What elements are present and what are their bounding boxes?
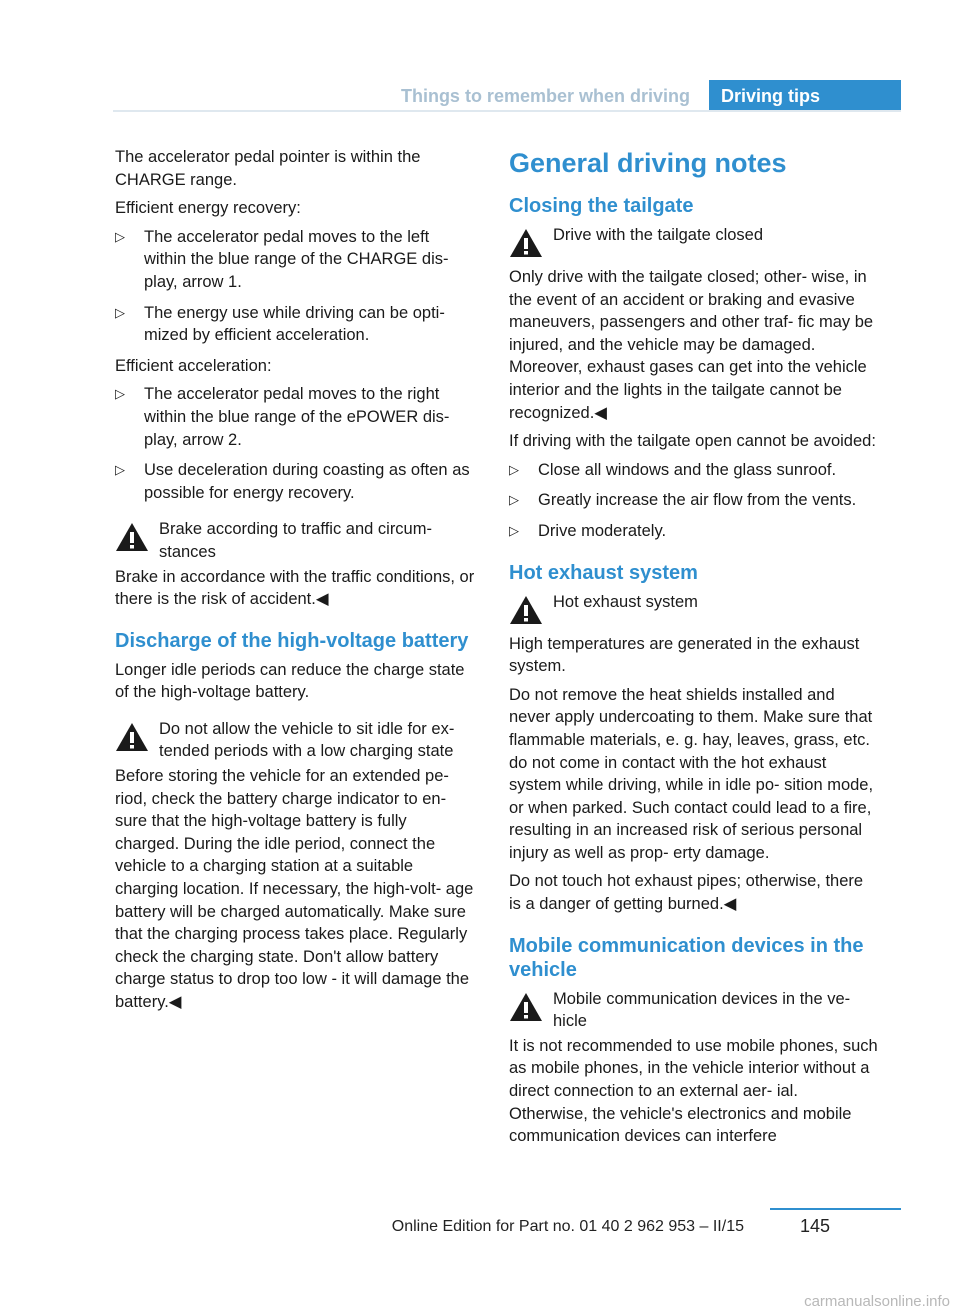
warning-triangle-icon: [509, 992, 543, 1022]
mobile-heading: Mobile communication devices in the vehicle: [509, 934, 864, 981]
warning-triangle-icon: [509, 595, 543, 625]
paragraph: Do not remove the heat shields installed and never apply undercoating to them. Make sure that flammable materials, e. g. hay, leaves, grass, etc. do not come in contact with the hot exhaust system while driving, while in idle po‐ sition mode, or when parked. Such contact could lead to a fire, resulting in an increased risk of serious personal injury as well as prop‐ erty damage.: [509, 685, 874, 862]
recovery-list: [115, 226, 475, 347]
recovery-label: Efficient energy recovery:: [115, 199, 301, 218]
warning-title: Do not allow the vehicle to sit idle for ex‐ tended periods with a low charging state: [159, 719, 455, 761]
triangle-right-icon: ▷: [115, 228, 125, 244]
left-column: [115, 146, 475, 1020]
warning-block: [115, 518, 475, 610]
footer-edition: Online Edition for Part no. 01 40 2 962 953 – II/15: [391, 1218, 744, 1235]
triangle-right-icon: ▷: [115, 304, 125, 320]
list-item: ▷ Use deceleration during coasting as often as possible for energy recovery.: [115, 461, 470, 502]
header-chapter-tab: Driving tips: [709, 80, 901, 112]
paragraph: Longer idle periods can reduce the charge state of the high-voltage battery.: [115, 660, 465, 702]
warning-body: It is not recommended to use mobile phones, such as mobile phones, in the vehicle interior without a direct connection to an external aer‐ ial. Otherwise, the vehicle's electronics and mobile communication devices can interfere: [509, 1036, 878, 1146]
list-item: ▷ The accelerator pedal moves to the right within the blue range of the ePOWER dis‐ play, arrow 2.: [115, 385, 450, 449]
warning-body: Brake in accordance with the traffic conditions, or there is the risk of accident.◀: [115, 567, 475, 609]
triangle-right-icon: ▷: [115, 386, 125, 402]
list-item: ▷ Drive moderately.: [509, 520, 879, 543]
paragraph: Do not touch hot exhaust pipes; otherwise, there is a danger of getting burned.◀: [509, 872, 864, 914]
warning-body: Before storing the vehicle for an extended pe‐ riod, check the battery charge indicator to en‐ sure that the high-voltage battery is fully charged. During the idle period, connect the vehicle to a charging station at a suitable charging location. If necessary, the high-volt‐ age battery will be charged automatically. Make sure that the charging process takes place. Regularly check the charging state. Don't allow battery charge status to drop too low - it will damage the battery.◀: [115, 767, 474, 1011]
watermark: carmanualsonline.info: [804, 1293, 950, 1310]
tailgate-list: [509, 459, 879, 543]
list-item: ▷ The accelerator pedal moves to the left within the blue range of the CHARGE dis‐ play, arrow 1.: [115, 227, 449, 291]
header-rule: [113, 110, 901, 112]
warning-triangle-icon: [509, 228, 543, 258]
warning-body: Only drive with the tailgate closed; other‐ wise, in the event of an accident or braking and evasive maneuvers, passengers and other traf‐ fic may be injured, and the vehicle may be damaged. Moreover, exhaust gases can get into the vehicle interior and the lights in the tailgate cannot be recognized.◀: [509, 268, 874, 422]
triangle-right-icon: ▷: [509, 522, 519, 538]
paragraph: The accelerator pedal pointer is within the CHARGE range.: [115, 148, 421, 189]
warning-title: Mobile communication devices in the ve‐ hicle: [553, 989, 851, 1031]
header-section-title: Things to remember when driving: [400, 86, 690, 106]
warning-title: Hot exhaust system: [553, 592, 698, 611]
warning-block: [509, 988, 879, 1148]
triangle-right-icon: ▷: [509, 492, 519, 508]
triangle-right-icon: ▷: [115, 462, 125, 478]
warning-triangle-icon: [115, 522, 149, 552]
warning-block: [509, 591, 879, 678]
discharge-heading: Discharge of the high-voltage battery: [115, 629, 469, 652]
accel-label: Efficient acceleration:: [115, 356, 272, 375]
tailgate-heading: Closing the tailgate: [509, 195, 694, 217]
list-item: ▷ The energy use while driving can be opti‐ mized by efficient acceleration.: [115, 303, 445, 345]
page-number: 145: [800, 1216, 831, 1236]
list-item: ▷ Close all windows and the glass sunroof.: [509, 459, 879, 482]
warning-triangle-icon: [115, 722, 149, 752]
warning-block: [509, 224, 879, 424]
right-column: [509, 146, 879, 1154]
exhaust-heading: Hot exhaust system: [509, 561, 698, 584]
paragraph: If driving with the tailgate open cannot be avoided:: [509, 432, 876, 451]
warning-title: Brake according to traffic and circum‐ stances: [159, 520, 432, 561]
footer-rule: [770, 1208, 901, 1210]
warning-block: [115, 718, 475, 1014]
main-heading: General driving notes: [509, 148, 787, 178]
warning-body: High temperatures are generated in the exhaust system.: [509, 634, 860, 676]
list-item: ▷ Greatly increase the air flow from the vents.: [509, 489, 879, 512]
accel-list: [115, 383, 475, 504]
warning-title: Drive with the tailgate closed: [553, 226, 764, 244]
triangle-right-icon: ▷: [509, 461, 519, 477]
